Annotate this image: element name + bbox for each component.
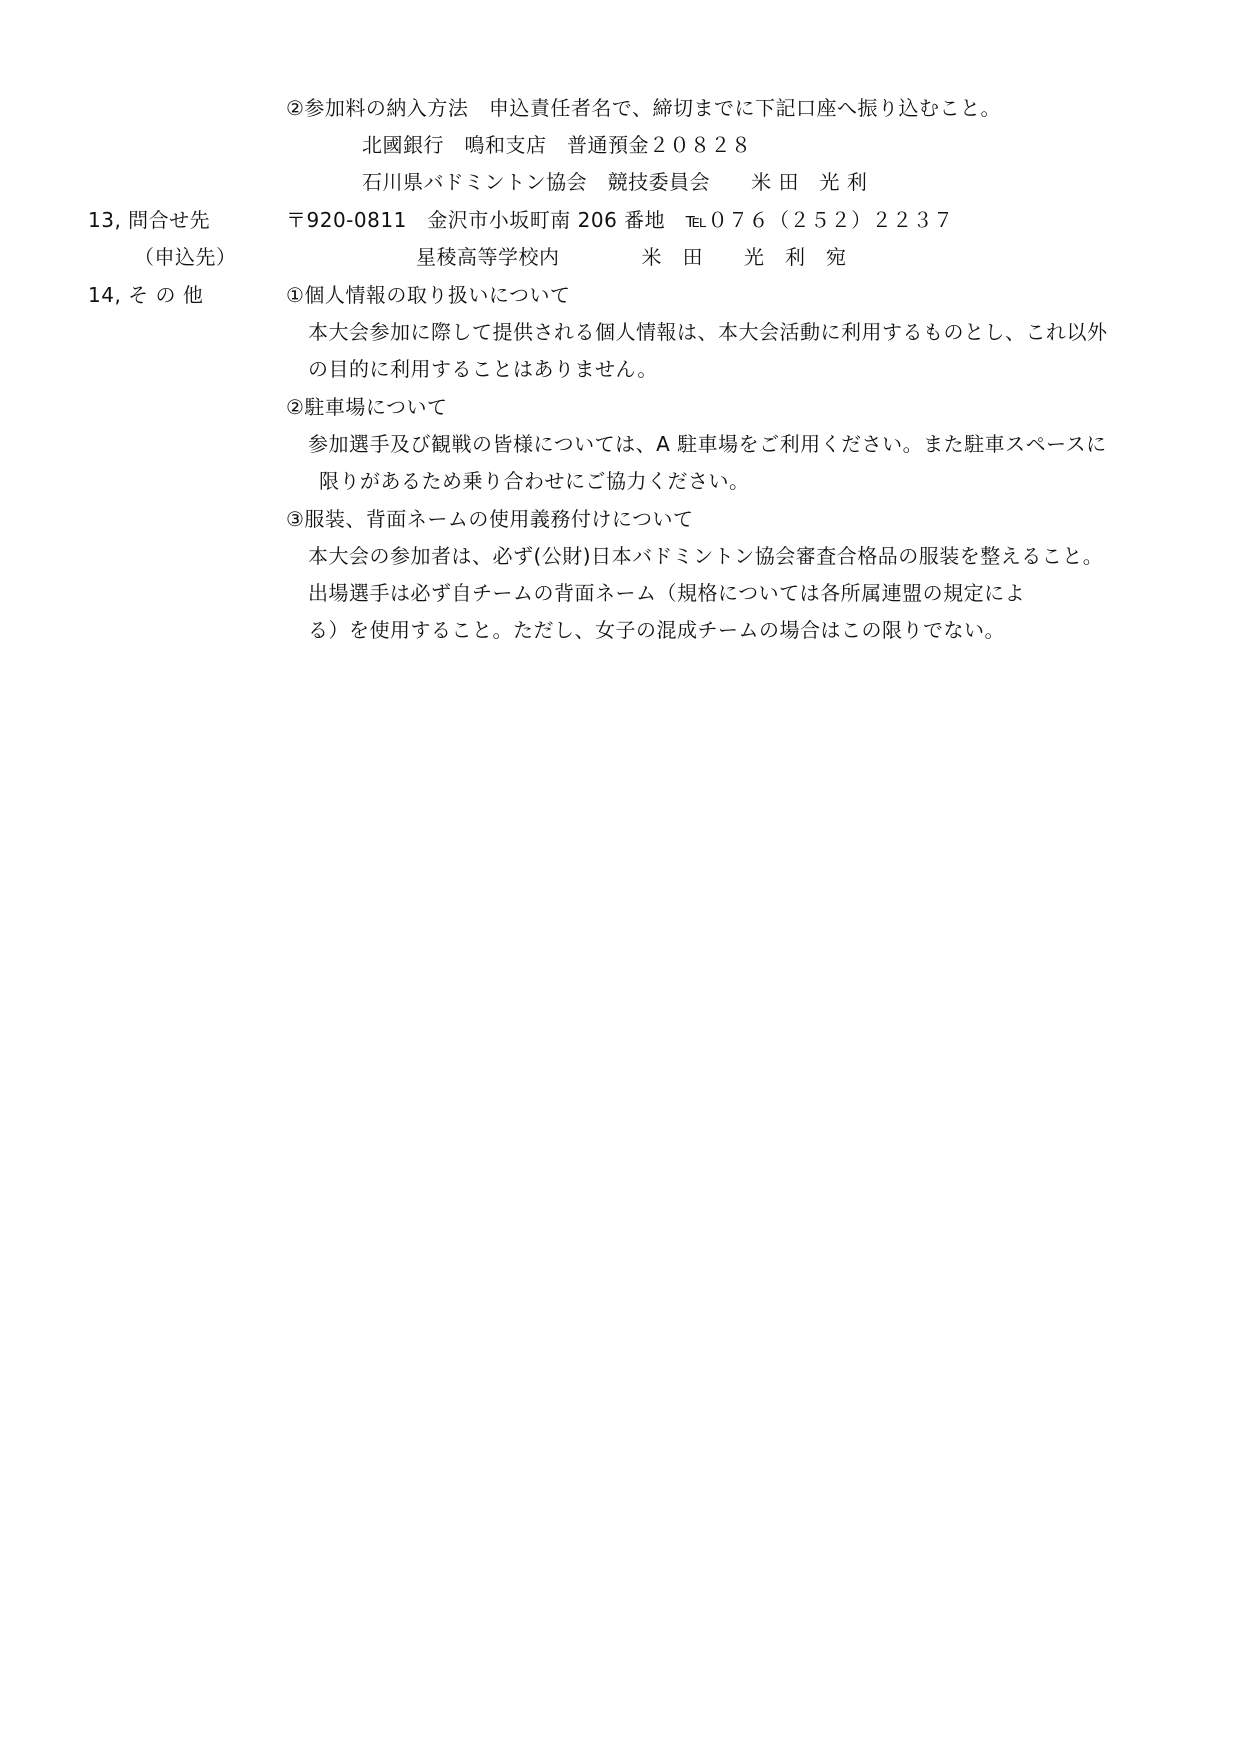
parking-text-line-1: 参加選手及び観戦の皆様については、A 駐車場をご利用ください。また駐車スペースに	[308, 432, 1107, 456]
privacy-heading: ①個人情報の取り扱いについて	[286, 283, 571, 307]
uniform-text-line-2: 出場選手は必ず自チームの背面ネーム（規格については各所属連盟の規定によ	[308, 581, 1026, 605]
contact-address: 〒920-0811 金沢市小坂町南 206 番地 ℡０７６（２５２）２２３７	[286, 208, 954, 232]
privacy-text-line-1: 本大会参加に際して提供される個人情報は、本大会活動に利用するものとし、これ以外	[308, 320, 1108, 344]
contact-sub-label: （申込先）	[134, 245, 237, 269]
contact-school: 星稜高等学校内 米 田 光 利 宛	[416, 245, 847, 269]
uniform-text-line-1: 本大会の参加者は、必ず(公財)日本バドミントン協会審査合格品の服装を整えること。	[308, 544, 1104, 568]
privacy-text-line-2: の目的に利用することはありません。	[308, 357, 658, 381]
parking-heading: ②駐車場について	[286, 395, 448, 419]
contact-label: 13, 問合せ先	[88, 208, 211, 232]
account-holder-line: 石川県バドミントン協会 競技委員会 米 田 光 利	[362, 170, 868, 194]
parking-text-line-2: 限りがあるため乗り合わせにご協力ください。	[319, 469, 750, 493]
other-label: 14, そ の 他	[88, 283, 204, 307]
fee-method-line: ②参加料の納入方法 申込責任者名で、締切までに下記口座へ振り込むこと。	[286, 96, 1002, 120]
bank-line: 北國銀行 鳴和支店 普通預金２０８２８	[362, 133, 752, 157]
uniform-text-line-3: る）を使用すること。ただし、女子の混成チームの場合はこの限りでない。	[308, 618, 1005, 642]
uniform-heading: ③服装、背面ネームの使用義務付けについて	[286, 507, 694, 531]
